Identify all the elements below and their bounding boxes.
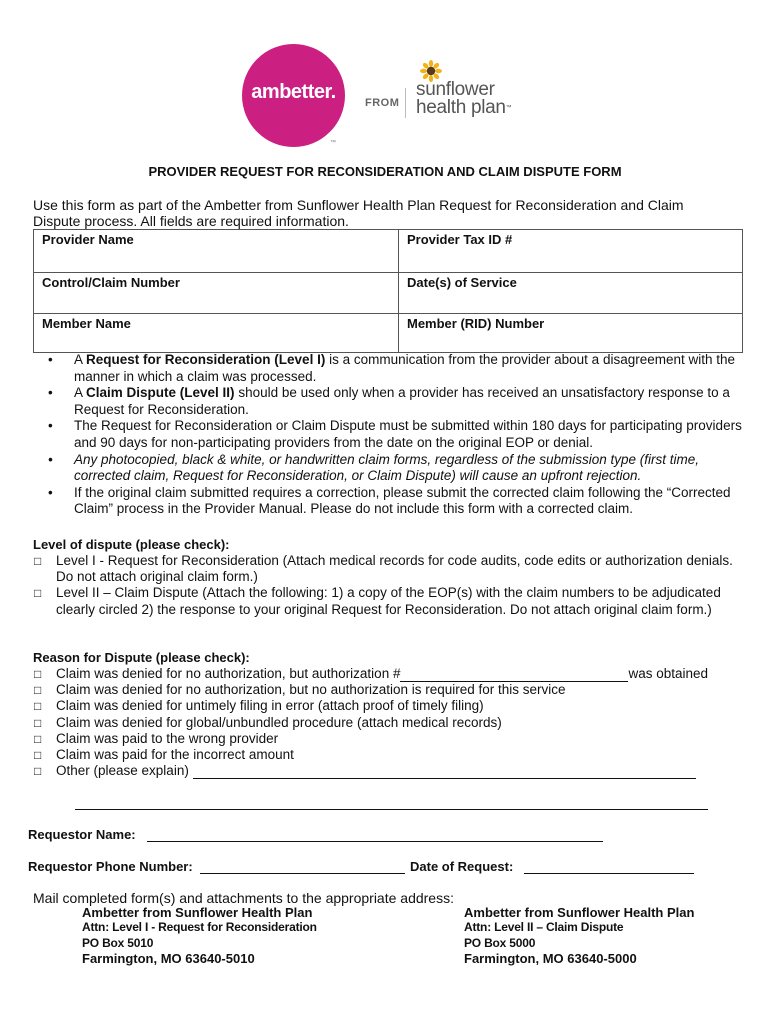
level-2-address-line1: Ambetter from Sunflower Health Plan [464,905,695,920]
ambetter-logo-text: ambetter. [251,81,336,103]
other-explain-line-2[interactable] [75,809,708,810]
instructions-list [44,352,744,518]
reason-2-label: Claim was denied for no authorization, but no authorization is required for this service [56,682,566,698]
provider-tax-id-label: Provider Tax ID # [407,232,513,247]
member-rid-number-label: Member (RID) Number [407,316,545,331]
bullet-4-text: Any photocopied, black & white, or handwritten claim forms, regardless of the submission type (first time, corrected claim, Request for Reconsideration, or Claim Dispute) will cause an upfront rejection. [74,451,700,484]
level-1-label: Level I - Request for Reconsideration (Attach medical records for code audits, code edits or authorization denials. Do not attach original claim form.) [56,553,733,585]
reason-incorrect-amount-option[interactable] [20,747,750,763]
reason-no-auth-required-option[interactable] [20,682,750,698]
list-item [44,418,744,451]
level-2-address-line3: PO Box 5000 [464,935,536,950]
reason-3-label: Claim was denied for untimely filing in error (attach proof of timely filing) [56,698,484,714]
provider-tax-id-field[interactable] [399,230,743,273]
table-row [34,314,743,353]
bullet-1-bold: Request for Reconsideration (Level I) [86,352,326,367]
level-1-address-line1: Ambetter from Sunflower Health Plan [82,905,313,920]
form-title: PROVIDER REQUEST FOR RECONSIDERATION AND CLAIM DISPUTE FORM [148,164,622,179]
bullet-2-bold: Claim Dispute (Level II) [86,385,235,401]
control-claim-number-field[interactable] [34,273,399,314]
date-of-request-label: Date of Request: [410,859,514,874]
checkbox-icon[interactable]: □ [34,554,42,568]
reason-1-pre: Claim was denied for no authorization, but authorization # [56,666,401,681]
checkbox-icon[interactable]: □ [34,764,42,779]
checkbox-icon[interactable]: □ [34,715,42,730]
table-row [34,230,743,273]
member-name-label: Member Name [42,316,131,331]
requestor-name-field[interactable] [147,841,603,842]
bullet-icon: • [48,484,53,500]
dates-of-service-field[interactable] [399,273,743,314]
bullet-3-text: The Request for Reconsideration or Claim Dispute must be submitted within 180 days for participating providers and 90 days for non-participating providers from the date on the original EOP or denial. [74,418,742,450]
provider-info-table [33,229,743,353]
level-1-mailing-address [82,905,317,967]
reason-5-label: Claim was paid to the wrong provider [56,730,279,746]
level-of-dispute-heading: Level of dispute (please check): [33,537,230,552]
mail-intro-text: Mail completed form(s) and attachments to the appropriate address: [33,890,454,906]
reason-4-label: Claim was denied for global/unbundled procedure (attach medical records) [56,714,502,730]
ambetter-logo [242,44,345,147]
member-name-field[interactable] [34,314,399,353]
bullet-icon: • [48,352,53,367]
sunflower-logo-line1: sunflower [416,79,495,100]
level-1-address-line2: Attn: Level I - Request for Reconsideration [82,920,317,935]
checkbox-icon[interactable]: □ [34,731,42,746]
date-of-request-field[interactable] [524,873,694,874]
reason-for-dispute-options [20,666,750,779]
bullet-1-post: is a communication from the provider about a disagreement with the manner in which a claim was processed. [74,352,736,384]
member-rid-number-field[interactable] [399,314,743,353]
other-explain-field[interactable] [193,765,696,779]
list-item [44,452,744,485]
bullet-icon: • [48,385,53,401]
requestor-phone-field[interactable] [200,873,405,874]
sunflower-logo-line2 [416,99,511,117]
level-2-label: Level II – Claim Dispute (Attach the following: 1) a copy of the EOP(s) with the claim numbers to be adjudicated clearly circled 2) the response to your original Request for Reconsideration. Do not attach original claim form.) [56,585,721,617]
bullet-1-pre: A [74,352,87,367]
bullet-2-pre: A [74,385,87,401]
sunflower-logo-text [416,81,511,117]
intro-text: Use this form as part of the Ambetter from Sunflower Health Plan Request for Reconsideration and Claim Dispute process. All fields are required information. [33,197,684,229]
reason-other-option[interactable] [20,763,750,779]
level-1-option[interactable] [20,553,740,585]
dates-of-service-label: Date(s) of Service [407,275,517,290]
reason-1-post: was obtained [628,666,709,681]
from-text: FROM [365,97,400,109]
list-item [44,385,744,418]
list-item [44,485,744,518]
checkbox-icon[interactable]: □ [34,748,42,763]
reason-wrong-provider-option[interactable] [20,731,750,747]
level-2-option[interactable] [20,585,740,617]
reason-global-unbundled-option[interactable] [20,715,750,731]
level-1-address-line3: PO Box 5010 [82,935,154,950]
provider-name-field[interactable] [34,230,399,273]
reason-untimely-filing-option[interactable] [20,698,750,714]
reason-for-dispute-heading: Reason for Dispute (please check): [33,650,250,665]
level-of-dispute-options [20,553,740,618]
list-item [44,352,744,385]
authorization-number-field[interactable] [400,668,628,682]
reason-7-label: Other (please explain) [56,763,189,779]
level-2-address-line4: Farmington, MO 63640-5000 [464,951,637,967]
sunflower-trademark: ™ [505,105,512,111]
checkbox-icon[interactable]: □ [34,667,42,681]
ambetter-trademark: ™ [330,140,336,146]
level-2-mailing-address [464,905,694,967]
bullet-icon: • [48,418,53,434]
logo-divider [405,88,406,118]
reason-6-label: Claim was paid for the incorrect amount [56,747,294,763]
checkbox-icon[interactable]: □ [34,699,42,714]
requestor-name-label: Requestor Name: [28,827,136,842]
logo-area [0,0,770,160]
checkbox-icon[interactable]: □ [34,586,42,601]
level-2-address-line2: Attn: Level II – Claim Dispute [464,920,624,935]
bullet-2-post: should be used only when a provider has received an unsatisfactory response to a Request for Reconsideration. [74,385,730,417]
checkbox-icon[interactable]: □ [34,683,42,698]
provider-name-label: Provider Name [42,232,134,247]
reason-no-auth-obtained-option[interactable] [20,666,750,682]
bullet-5-text: If the original claim submitted requires a correction, please submit the corrected claim following the “Corrected Claim” process in the Provider Manual. Please do not include this form with a corrected claim. [74,484,731,517]
control-claim-number-label: Control/Claim Number [42,275,180,290]
table-row [34,273,743,314]
requestor-phone-label: Requestor Phone Number: [28,859,193,874]
bullet-icon: • [48,451,53,467]
sunflower-logo-line2-text: health plan [416,97,506,118]
level-1-address-line4: Farmington, MO 63640-5010 [82,951,255,967]
